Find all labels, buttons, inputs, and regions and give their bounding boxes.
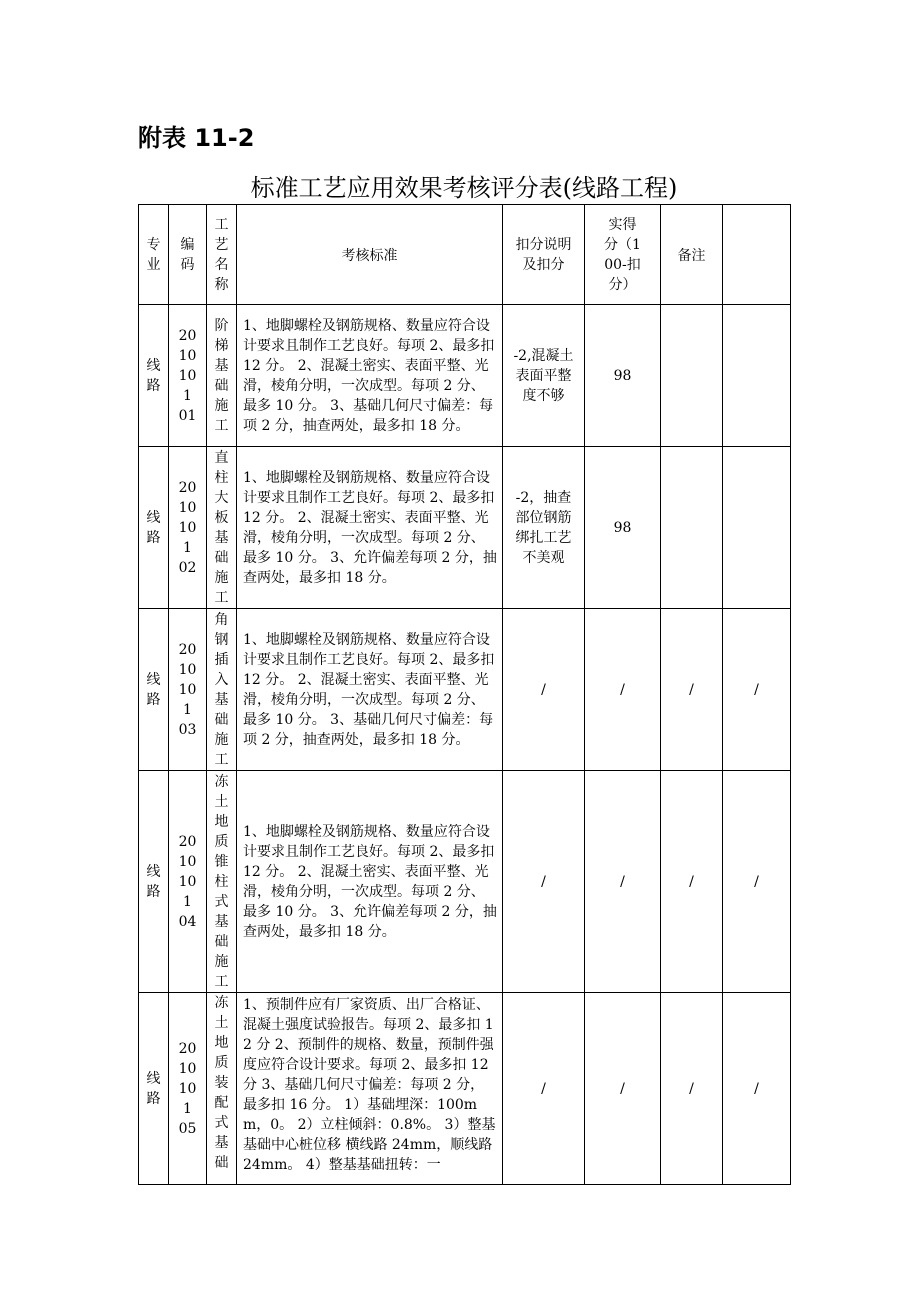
cell-extra xyxy=(723,447,791,609)
table-row xyxy=(139,771,791,993)
table-row xyxy=(139,447,791,609)
cell-extra xyxy=(723,305,791,447)
cell-score: / xyxy=(585,771,661,993)
cell-process-name: 冻土地质装配式基础 xyxy=(207,993,237,1185)
cell-remarks xyxy=(661,305,723,447)
cell-deduction: / xyxy=(503,609,585,771)
cell-deduction: / xyxy=(503,993,585,1185)
cell-deduction: -2,混凝土表面平整度不够 xyxy=(503,305,585,447)
cell-criteria: 1、地脚螺栓及钢筋规格、数量应符合设计要求且制作工艺良好。每项 2、最多扣 12 分。 2、混凝土密实、表面平整、光滑，棱角分明，一次成型。每项 2 分、最多 10 分。 3、基础几何尺寸偏差：每项 2 分，抽查两处，最多扣 18 分。 xyxy=(237,609,503,771)
table-row xyxy=(139,609,791,771)
scoring-table xyxy=(138,204,791,1185)
header-specialty: 专业 xyxy=(139,205,169,305)
appendix-label: 附表 11-2 xyxy=(138,124,255,152)
header-score: 实得分（100-扣分） xyxy=(585,205,661,305)
cell-deduction: -2，抽查部位钢筋绑扎工艺不美观 xyxy=(503,447,585,609)
cell-process-name: 角钢插入基础施工 xyxy=(207,609,237,771)
header-row xyxy=(139,205,791,305)
cell-remarks xyxy=(661,447,723,609)
header-extra xyxy=(723,205,791,305)
cell-specialty: 线路 xyxy=(139,447,169,609)
table-row xyxy=(139,993,791,1185)
cell-code: 2010101 01 xyxy=(169,305,207,447)
cell-deduction: / xyxy=(503,771,585,993)
cell-specialty: 线路 xyxy=(139,771,169,993)
cell-score: / xyxy=(585,609,661,771)
cell-remarks: / xyxy=(661,771,723,993)
cell-code: 2010101 03 xyxy=(169,609,207,771)
cell-code: 2010101 02 xyxy=(169,447,207,609)
cell-process-name: 冻土地质锥柱式基础施工 xyxy=(207,771,237,993)
cell-criteria: 1、预制件应有厂家资质、出厂合格证、混凝土强度试验报告。每项 2、最多扣 12 分 2、预制件的规格、数量，预制件强度应符合设计要求。每项 2、最多扣 12 分 3、基础几何尺寸偏差：每项 2 分，最多扣 16 分。 1）基础埋深：100mm，0。 2）立柱倾斜：0.8%。 3）整基基础中心桩位移 横线路 24mm，顺线路 24mm。 4）整基基础扭转：一 xyxy=(237,993,503,1185)
cell-process-name: 阶梯基础施工 xyxy=(207,305,237,447)
cell-criteria: 1、地脚螺栓及钢筋规格、数量应符合设计要求且制作工艺良好。每项 2、最多扣 12 分。 2、混凝土密实、表面平整、光滑，棱角分明，一次成型。每项 2 分、最多 10 分。 3、允许偏差每项 2 分，抽查两处，最多扣 18 分。 xyxy=(237,447,503,609)
cell-code: 2010101 05 xyxy=(169,993,207,1185)
cell-score: / xyxy=(585,993,661,1185)
cell-criteria: 1、地脚螺栓及钢筋规格、数量应符合设计要求且制作工艺良好。每项 2、最多扣 12 分。 2、混凝土密实、表面平整、光滑，棱角分明，一次成型。每项 2 分、最多 10 分。 3、允许偏差每项 2 分，抽查两处，最多扣 18 分。 xyxy=(237,771,503,993)
cell-extra: / xyxy=(723,993,791,1185)
cell-extra: / xyxy=(723,609,791,771)
header-remarks: 备注 xyxy=(661,205,723,305)
cell-specialty: 线路 xyxy=(139,305,169,447)
header-code: 编码 xyxy=(169,205,207,305)
cell-remarks: / xyxy=(661,993,723,1185)
header-deduction: 扣分说明及扣分 xyxy=(503,205,585,305)
cell-specialty: 线路 xyxy=(139,609,169,771)
cell-code: 2010101 04 xyxy=(169,771,207,993)
cell-specialty: 线路 xyxy=(139,993,169,1185)
cell-criteria: 1、地脚螺栓及钢筋规格、数量应符合设计要求且制作工艺良好。每项 2、最多扣 12 分。 2、混凝土密实、表面平整、光滑，棱角分明，一次成型。每项 2 分、最多 10 分。 3、基础几何尺寸偏差：每项 2 分，抽查两处，最多扣 18 分。 xyxy=(237,305,503,447)
table-row xyxy=(139,305,791,447)
cell-score: 98 xyxy=(585,447,661,609)
header-criteria: 考核标准 xyxy=(237,205,503,305)
cell-score: 98 xyxy=(585,305,661,447)
cell-process-name: 直柱大板基础施工 xyxy=(207,447,237,609)
header-process-name: 工艺名称 xyxy=(207,205,237,305)
cell-extra: / xyxy=(723,771,791,993)
page-title: 标准工艺应用效果考核评分表(线路工程) xyxy=(250,174,678,202)
cell-remarks: / xyxy=(661,609,723,771)
